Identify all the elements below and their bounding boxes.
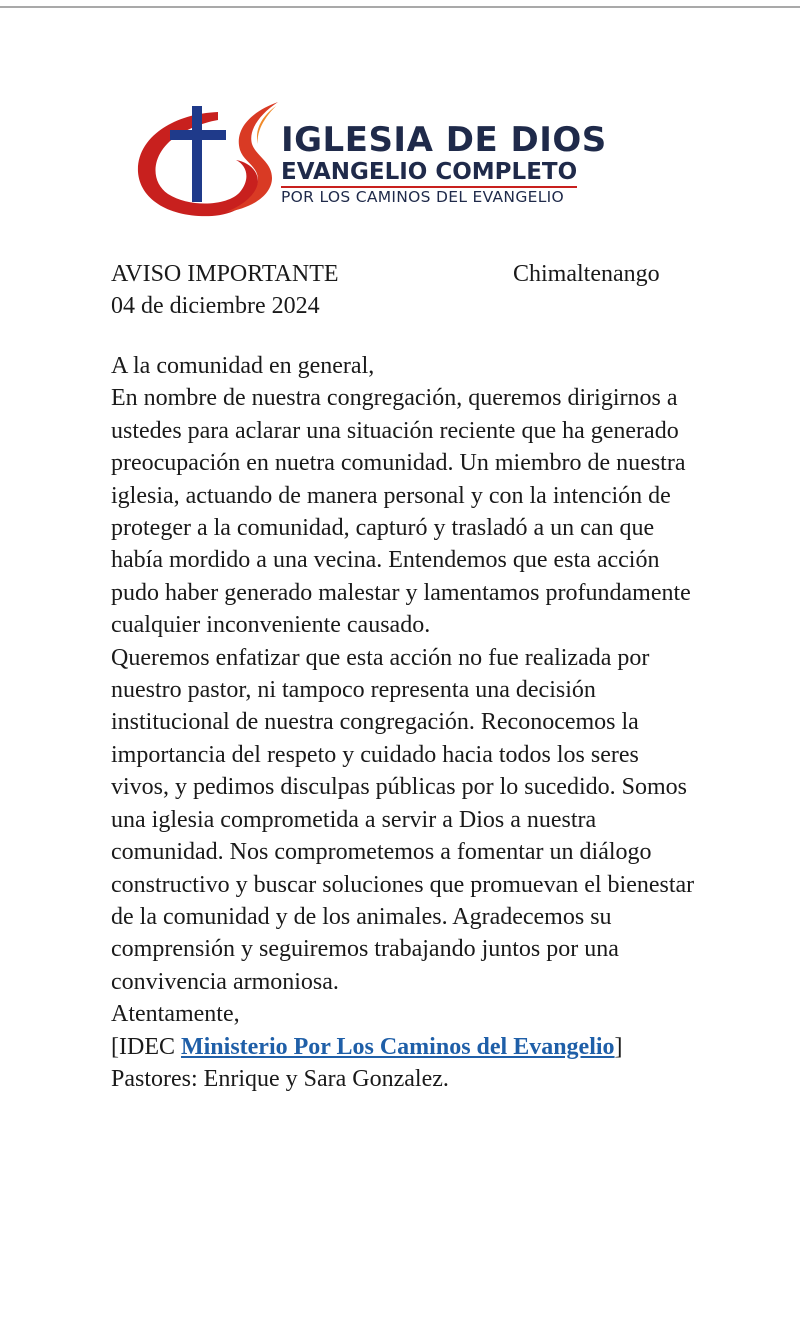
top-divider [0, 6, 800, 8]
notice-city: Chimaltenango [513, 261, 660, 287]
closing: Atentamente, [111, 1001, 240, 1028]
letter-body [111, 350, 696, 1095]
notice-date: 04 de diciembre 2024 [111, 293, 320, 319]
pastors-line: Pastores: Enrique y Sara Gonzalez. [111, 1065, 449, 1092]
logo-subtitle: EVANGELIO COMPLETO [281, 159, 577, 188]
cross-flame-icon [130, 100, 290, 225]
logo-title: IGLESIA DE DIOS [281, 120, 607, 160]
signature-prefix: [IDEC [111, 1033, 181, 1060]
logo-tagline: POR LOS CAMINOS DEL EVANGELIO [281, 188, 565, 206]
ministry-link[interactable]: Ministerio Por Los Caminos del Evangelio [180, 1033, 615, 1060]
greeting: A la comunidad en general, [111, 353, 375, 379]
signature-suffix: ] [614, 1033, 623, 1060]
notice-title: AVISO IMPORTANTE [111, 261, 339, 287]
paragraph-clarification: Queremos enfatizar que esta acción no fue realizada por nuestro pastor, ni tampoco representa una decisión institucional de nuestra congregación. Reconocemos la importancia del respeto y cuidado hacia todos los seres vivos, y pedimos disculpas públicas por lo sucedido. Somos una iglesia comprometida a servir a Dios a nuestra comunidad. Nos comprometemos a fomentar un diálogo constructivo y buscar soluciones que promuevan el bienestar de la comunidad y de los animales. Agradecemos su comprensión y seguiremos trabajando juntos por una convivencia armoniosa. [111, 644, 695, 995]
church-logo [130, 100, 670, 225]
signature-line [111, 1031, 696, 1063]
paragraph-situation: En nombre de nuestra congregación, queremos dirigirnos a ustedes para aclarar una situación reciente que ha generado preocupación en nuetra comunidad. Un miembro de nuestra iglesia, actuando de manera personal y con la intención de proteger a la comunidad, capturó y trasladó a un can que había mordido a una vecina. Entendemos que esta acción pudo haber generado malestar y lamentamos profundamente cualquier inconveniente causado. [111, 385, 691, 639]
